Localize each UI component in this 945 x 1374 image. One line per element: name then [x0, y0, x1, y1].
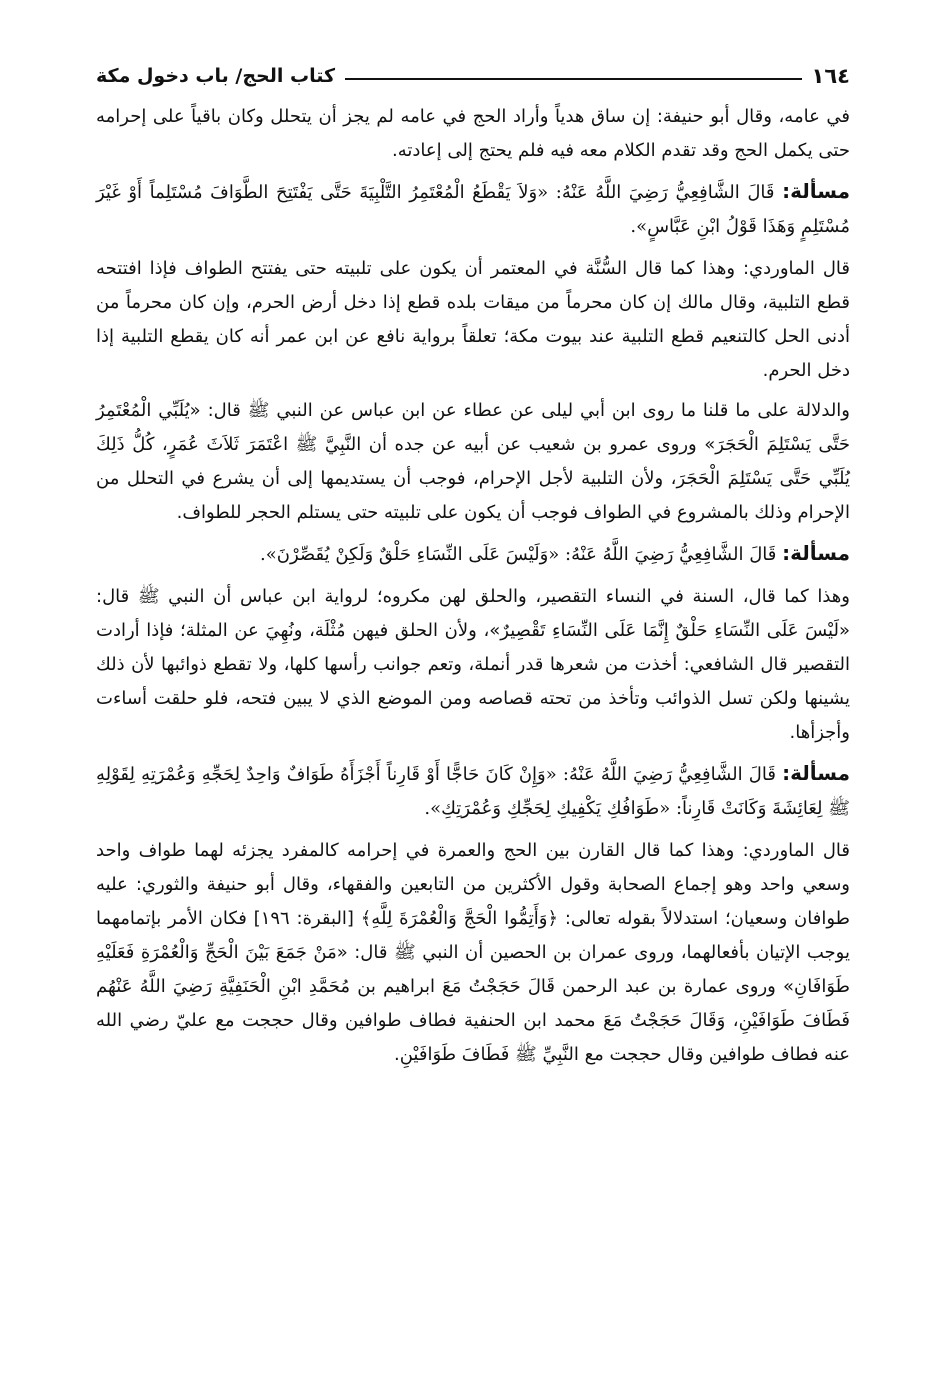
masala-block: [96, 174, 850, 244]
masala-label: مسألة:: [782, 541, 850, 565]
masala-block: [96, 536, 850, 572]
page-body: [96, 100, 850, 1072]
running-title: كتاب الحج/ باب دخول مكة: [96, 65, 336, 87]
paragraph: والدلالة على ما قلنا ما روى ابن أبي ليلى عن عطاء عن ابن عباس عن النبي ﷺ قال: «يُلَبِّي الْمُعْتَمِرُ حَتَّى يَسْتَلِمَ الْحَجَرَ» وروى عمرو بن شعيب عن أبيه عن جده أن النَّبِيَّ ﷺ اعْتَمَرَ ثَلاَثَ عُمَرٍ، كُلُّ ذَلِكَ يُلَبِّي حَتَّى يَسْتَلِمَ الْحَجَرَ، ولأن التلبية لأجل الإحرام، فوجب أن يستديمها إلى أن يشرع في التحلل من الإحرام وذلك بالمشروع في الطواف فوجب أن يكون على تلبيته حتى يستلم الحجر للطواف.: [96, 400, 850, 523]
masala-label: مسألة:: [782, 761, 850, 785]
book-page: [96, 58, 850, 1348]
masala-block: [96, 756, 850, 826]
running-header: [96, 58, 850, 94]
paragraph: قال الماوردي: وهذا كما قال السُّنَّة في المعتمر أن يكون على تلبيته حتى يفتتح الطواف فإذا افتتحه قطع التلبية، وقال مالك إن كان محرماً من ميقات بلده قطع إذا دخل أرض الحرم، وإن كان محرماً من أدنى الحل كالتنعيم قطع التلبية عند بيوت مكة؛ تعلقاً برواية نافع عن ابن عمر أنه كان يقطع التلبية إذا دخل الحرم.: [96, 258, 850, 381]
masala-text: قَالَ الشَّافِعِيُّ رَضِيَ اللَّهُ عَنْهُ: «وَإِنْ كَانَ حَاجًّا أَوْ قَارِناً أَجْزَأَهُ طَوَافٌ وَاحِدٌ لِحَجِّهِ وَعُمْرَتِهِ لِقَوْلِهِ ﷺ لِعَائِشَةَ وَكَانَتْ قَارِناً: «طَوَافُكِ يَكْفِيكِ لِحَجِّكِ وَعُمْرَتِكِ».: [96, 764, 850, 819]
paragraph: وهذا كما قال، السنة في النساء التقصير، والحلق لهن مكروه؛ لرواية ابن عباس أن النبي ﷺ قال: «لَيْسَ عَلَى النِّسَاءِ حَلْقٌ إِنَّمَا عَلَى النِّسَاءِ تَقْصِيرٌ»، ولأن الحلق فيهن مُثْلَة، ونُهِيَ عن المثلة؛ فإذا أرادت التقصير قال الشافعي: أخذت من شعرها قدر أنملة، وتعم جوانب رأسها كلها، ولا تقطع ذوائبها لأن ذلك يشينها ولكن تسل الذوائب وتأخذ من تحته قصاصه ومن الموضع الذي لا يبين فتحه، فلو حلقت أساءت وأجزأها.: [96, 586, 850, 743]
masala-text: قَالَ الشَّافِعِيُّ رَضِيَ اللَّهُ عَنْهُ: «وَلاَ يَقْطَعُ الْمُعْتَمِرُ التَّلْبِيَةَ حَتَّى يَفْتَتِحَ الطَّوَافَ مُسْتَلِماً أَوْ غَيْرَ مُسْتَلِمٍ وَهَذَا قَوْلُ ابْنِ عَبَّاسٍ».: [96, 182, 850, 237]
masala-text: قَالَ الشَّافِعِيُّ رَضِيَ اللَّهُ عَنْهُ: «وَلَيْسَ عَلَى النِّسَاءِ حَلْقٌ وَلَكِنْ يُقَصِّرْنَ».: [259, 544, 777, 565]
header-rule: [345, 78, 802, 80]
masala-label: مسألة:: [782, 179, 850, 203]
paragraph: قال الماوردي: وهذا كما قال القارن بين الحج والعمرة في إحرامه كالمفرد يجزئه لهما طواف واحد وسعي واحد وهو إجماع الصحابة وقول الأكثرين من التابعين والفقهاء، وقال أبو حنيفة والثوري: عليه طوافان وسعيان؛ استدلالاً بقوله تعالى: ﴿وَأَتِمُّوا الْحَجَّ وَالْعُمْرَةَ لِلَّهِ﴾ [البقرة: ١٩٦] فكان الأمر بإتمامهما يوجب الإتيان بأفعالهما، وروى عمران بن الحصين أن النبي ﷺ قال: «مَنْ جَمَعَ بَيْنَ الْحَجِّ وَالْعُمْرَةِ فَعَلَيْهِ طَوَافَانِ» وروى عمارة بن عبد الرحمن قَالَ حَجَجْتُ مَعَ ابراهيم بن مُحَمَّدِ ابْنِ الْحَنَفِيَّةِ رَضِيَ اللَّهُ عَنْهُم فَطَافَ طَوَافَيْنِ، وَقَالَ حَجَجْتُ مَعَ محمد ابن الحنفية فطاف طوافين وقال حججت مع عليّ رضي الله عنه فطاف طوافين وقال حججت مع النَّبِيِّ ﷺ فَطَافَ طَوَافَيْنِ.: [96, 840, 850, 1065]
paragraph: في عامه، وقال أبو حنيفة: إن ساق هدياً وأراد الحج في عامه لم يجز أن يتحلل وكان باقياً على إحرامه حتى يكمل الحج وقد تقدم الكلام معه فيه فلم يحتج إلى إعادته.: [96, 106, 850, 161]
page-number: ١٦٤: [811, 64, 850, 88]
